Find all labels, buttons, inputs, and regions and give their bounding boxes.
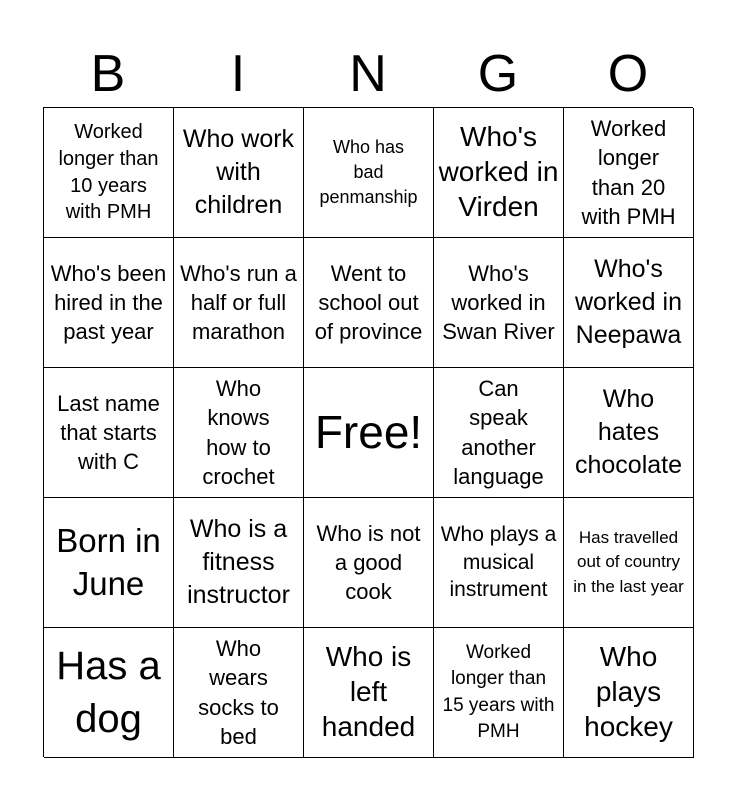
bingo-cell-r1-c3[interactable]	[304, 108, 434, 238]
bingo-cell-text: Who wears socks to bed	[198, 636, 279, 749]
bingo-cell-text: Born in June	[56, 522, 161, 602]
bingo-cell-text: Can speak another language	[453, 376, 544, 489]
bingo-cell-text: Who's run a half or full marathon	[180, 260, 297, 345]
bingo-cell-text: Who knows how to crochet	[202, 376, 275, 489]
bingo-cell-r4-c4[interactable]	[434, 498, 564, 628]
bingo-header	[43, 40, 693, 108]
bingo-cell-text: Worked longer than 20 with PMH	[581, 116, 676, 229]
bingo-cell-r1-c1[interactable]	[44, 108, 174, 238]
bingo-cell-text: Who is a fitness instructor	[187, 515, 290, 609]
header-letter-n: N	[349, 45, 387, 103]
bingo-cell-text: Who is left handed	[321, 641, 416, 742]
bingo-card-grid	[43, 107, 693, 757]
bingo-cell-r4-c3[interactable]	[304, 498, 434, 628]
bingo-cell-text: Has a dog	[56, 643, 161, 741]
bingo-cell-r2-c1[interactable]	[44, 238, 174, 368]
bingo-cell-text: Worked longer than 15 years with PMH	[442, 642, 555, 742]
bingo-cell-r4-c1[interactable]	[44, 498, 174, 628]
bingo-cell-r3-c5[interactable]	[564, 368, 694, 498]
bingo-cell-text: Who's been hired in the past year	[50, 260, 167, 345]
bingo-cell-r1-c4[interactable]	[434, 108, 564, 238]
bingo-cell-r2-c3[interactable]	[304, 238, 434, 368]
bingo-cell-text: Who's worked in Neepawa	[575, 255, 682, 349]
bingo-cell-r5-c5[interactable]	[564, 628, 694, 758]
header-letter-g: G	[477, 45, 519, 103]
bingo-cell-r5-c4[interactable]	[434, 628, 564, 758]
bingo-cell-text: Who work with children	[182, 125, 295, 219]
bingo-cell-r4-c2[interactable]	[174, 498, 304, 628]
bingo-cell-text: Who's worked in Virden	[438, 121, 559, 222]
header-letter-b: B	[90, 45, 126, 103]
free-space[interactable]	[304, 368, 434, 498]
bingo-cell-text: Has travelled out of country in the last year	[573, 527, 684, 596]
bingo-cell-text: Who is not a good cook	[316, 520, 421, 605]
bingo-cell-r5-c1[interactable]	[44, 628, 174, 758]
bingo-cell-text: Went to school out of province	[314, 260, 423, 345]
bingo-cell-text: Who hates chocolate	[574, 385, 683, 479]
bingo-cell-text: Worked longer than 10 years with PMH	[58, 121, 159, 224]
bingo-cell-r3-c4[interactable]	[434, 368, 564, 498]
bingo-cell-r1-c5[interactable]	[564, 108, 694, 238]
bingo-cell-r4-c5[interactable]	[564, 498, 694, 628]
bingo-cell-r1-c2[interactable]	[174, 108, 304, 238]
bingo-cell-r2-c4[interactable]	[434, 238, 564, 368]
bingo-cell-r5-c3[interactable]	[304, 628, 434, 758]
bingo-cell-r5-c2[interactable]	[174, 628, 304, 758]
bingo-cell-r3-c2[interactable]	[174, 368, 304, 498]
bingo-cell-r2-c2[interactable]	[174, 238, 304, 368]
bingo-cell-text: Who has bad penmanship	[319, 137, 418, 207]
bingo-cell-text: Who plays hockey	[584, 641, 673, 742]
bingo-cell-text: Last name that starts with C	[57, 390, 160, 475]
header-letter-i: I	[230, 45, 246, 103]
bingo-cell-r3-c1[interactable]	[44, 368, 174, 498]
free-space-text: Free!	[314, 406, 423, 459]
header-letter-o: O	[607, 45, 649, 103]
bingo-cell-text: Who's worked in Swan River	[442, 260, 555, 345]
bingo-cell-r2-c5[interactable]	[564, 238, 694, 368]
bingo-cell-text: Who plays a musical instrument	[440, 522, 557, 602]
